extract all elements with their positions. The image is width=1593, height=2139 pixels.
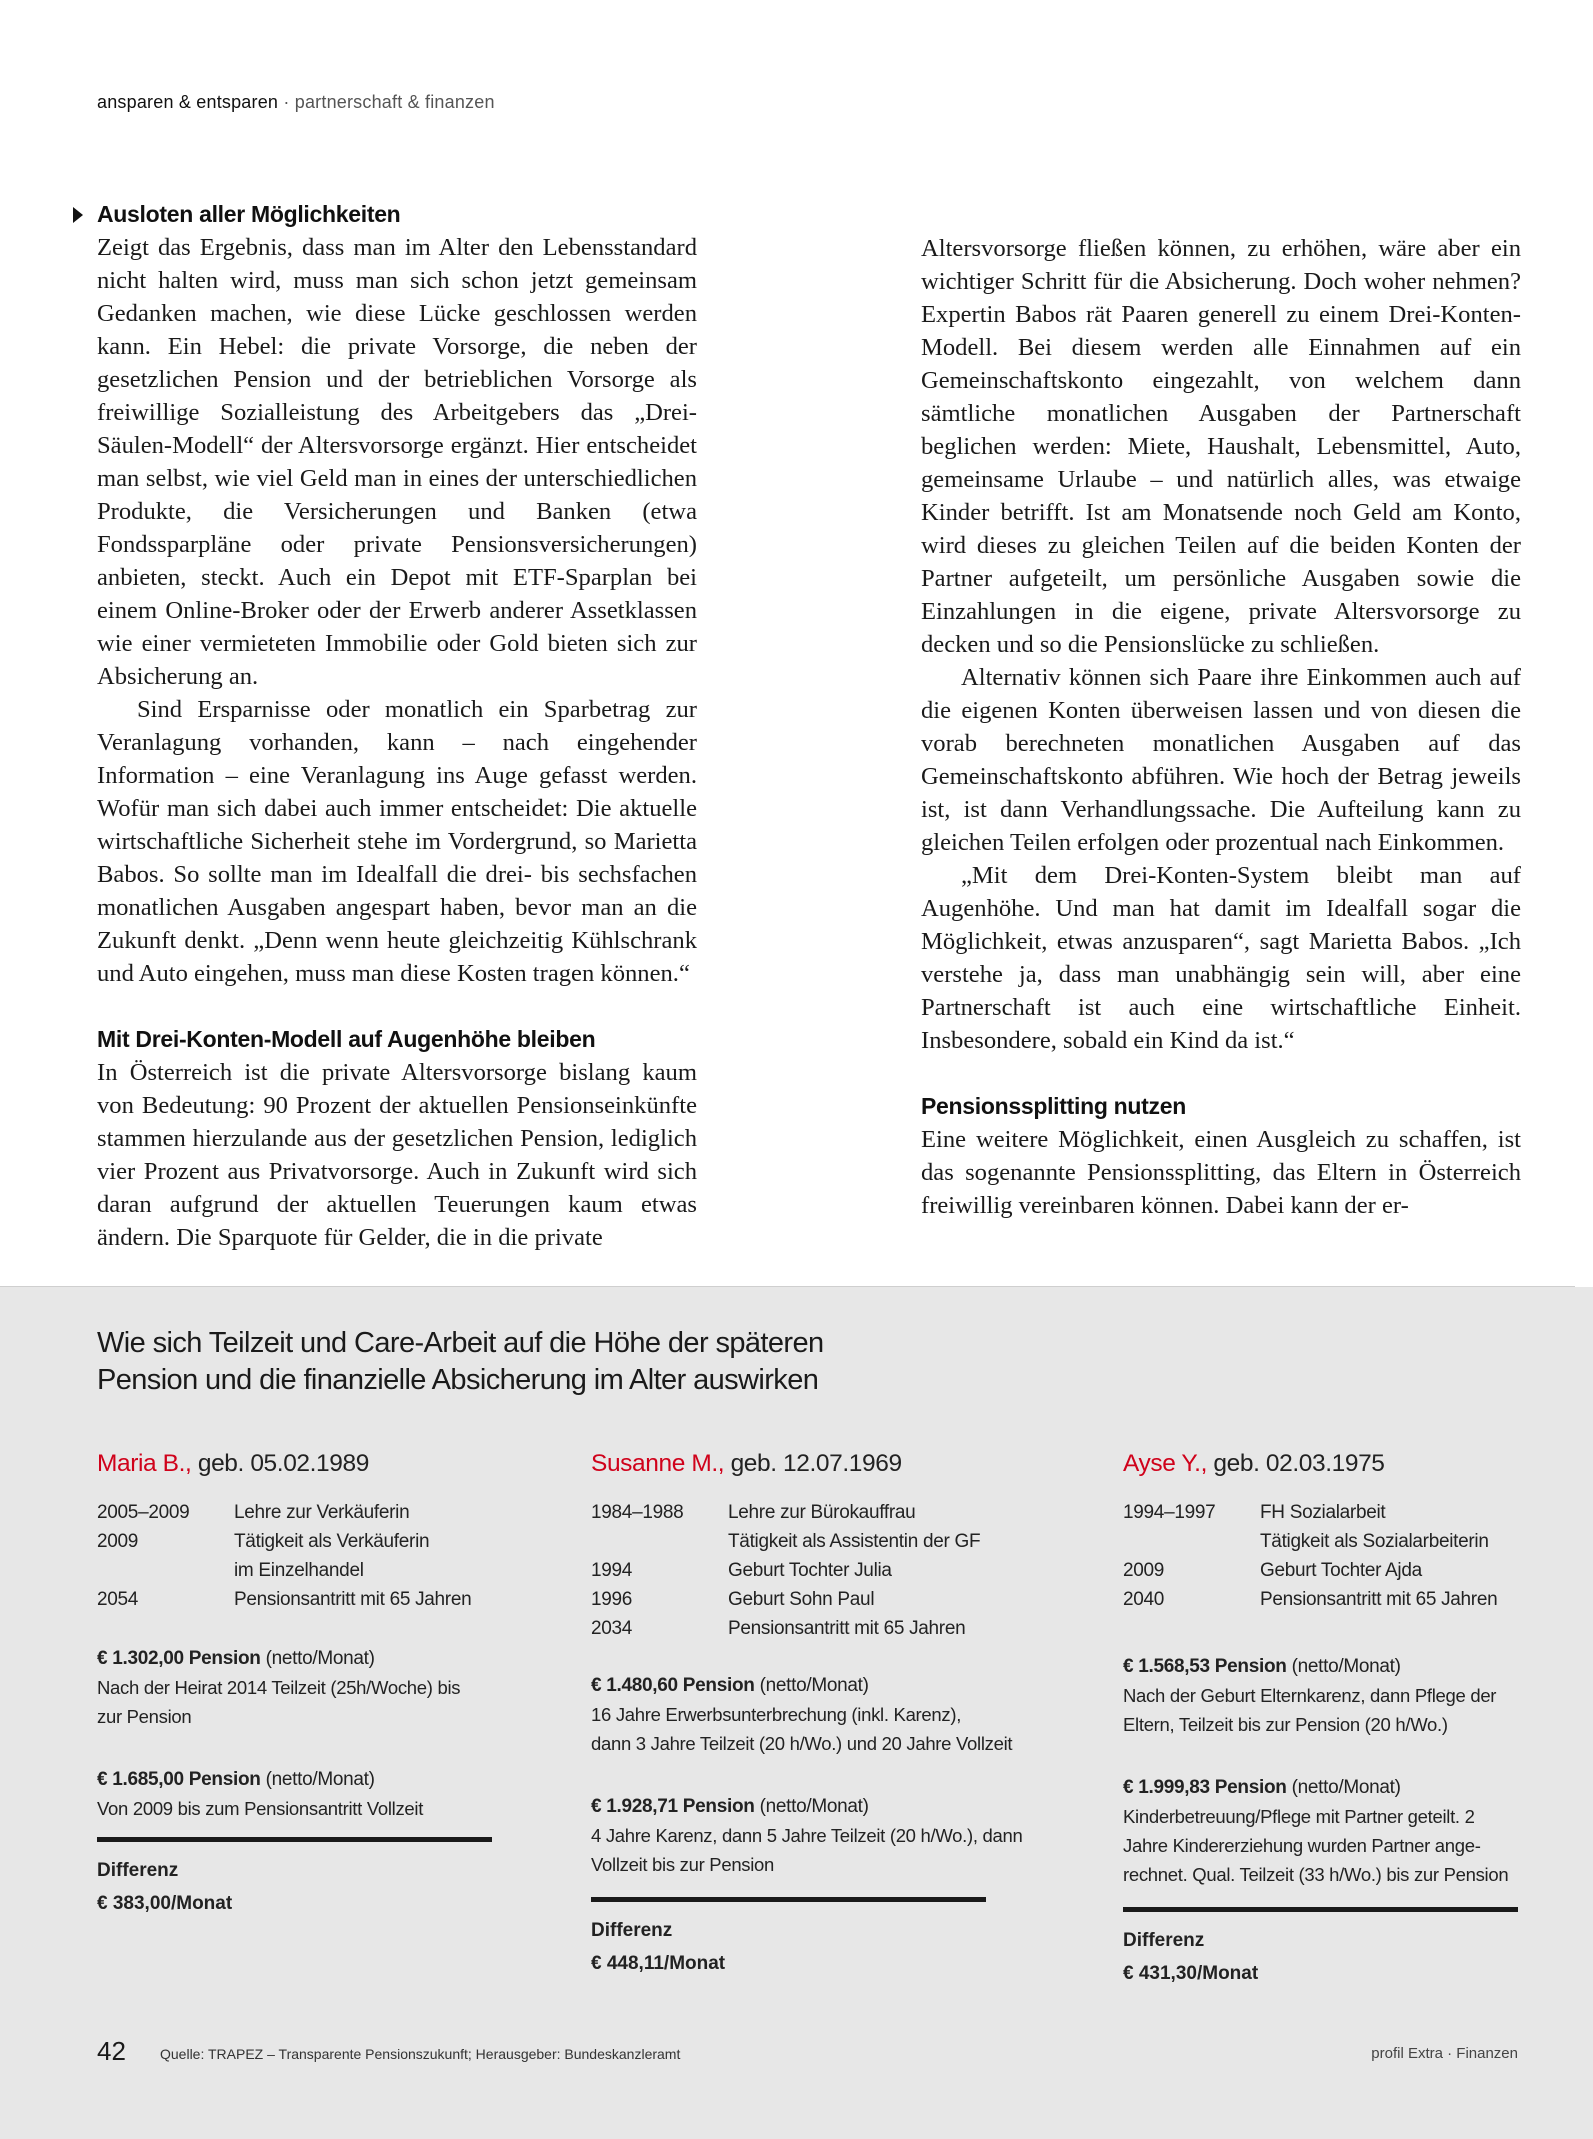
timeline-row xyxy=(97,1585,492,1614)
pension-amount: € 1.302,00 Pension xyxy=(97,1648,261,1669)
pension-amount: € 1.928,71 Pension xyxy=(591,1796,755,1817)
person-birthdate: geb. 02.03.1975 xyxy=(1207,1450,1385,1477)
pension-amount-scenario-2 xyxy=(591,1792,1031,1821)
publication-name: profil Extra · Finanzen xyxy=(1371,2045,1518,2062)
timeline-year: 2009 xyxy=(1123,1560,1165,1581)
pension-unit: (netto/Monat) xyxy=(754,1675,869,1696)
timeline-row xyxy=(591,1614,1031,1643)
page-number: 42 xyxy=(97,2036,126,2066)
timeline-year: 2009 xyxy=(97,1531,139,1552)
section-heading-possibilities xyxy=(97,198,697,231)
triangle-marker-icon xyxy=(73,207,83,223)
timeline-text-line: Tätigkeit als Sozialarbeiterin xyxy=(1260,1531,1489,1552)
scenario-description-line: rechnet. Qual. Teilzeit (33 h/Wo.) bis zur Pension xyxy=(1123,1864,1509,1885)
timeline-row xyxy=(1123,1498,1543,1556)
timeline-text: Pensionsantritt mit 65 Jahren xyxy=(234,1589,472,1610)
timeline-text-line: FH Sozialarbeit xyxy=(1260,1502,1386,1523)
timeline-row xyxy=(97,1498,492,1527)
scenario-description-line: 4 Jahre Karenz, dann 5 Jahre Teilzeit (20 h/Wo.), dann xyxy=(591,1825,1023,1846)
pension-amount: € 1.568,53 Pension xyxy=(1123,1656,1287,1677)
running-head-subsection: partnerschaft & finanzen xyxy=(294,92,495,112)
scenario-description-line: zur Pension xyxy=(97,1706,192,1727)
timeline-text: Lehre zur Verkäuferin xyxy=(234,1502,410,1523)
pension-unit: (netto/Monat) xyxy=(1286,1777,1401,1798)
scenario-description-line: Nach der Heirat 2014 Teilzeit (25h/Woche) bis xyxy=(97,1677,461,1698)
divider-bar xyxy=(1123,1907,1518,1912)
timeline-year: 1984–1988 xyxy=(591,1502,684,1523)
difference-value: € 383,00/Monat xyxy=(97,1893,233,1914)
timeline-row xyxy=(591,1498,1031,1556)
scenario-description xyxy=(1123,1681,1543,1739)
article-paragraph: Eine weitere Möglichkeit, einen Ausgleich zu schaffen, ist das sogenannte Pensionssplitting, das Eltern in Österreich freiwillig vereinbaren können. Dabei kann der er- xyxy=(921,1126,1521,1219)
scenario-description-line: dann 3 Jahre Teilzeit (20 h/Wo.) und 20 Jahre Vollzeit xyxy=(591,1733,1013,1754)
pension-unit: (netto/Monat) xyxy=(1286,1656,1401,1677)
infobox-title xyxy=(97,1325,1197,1399)
divider-bar xyxy=(591,1897,986,1902)
person-card-maria xyxy=(97,1448,492,1918)
scenario-description-line: Jahre Kindererziehung wurden Partner ange- xyxy=(1123,1835,1481,1856)
pension-amount-scenario-1 xyxy=(591,1671,1031,1700)
timeline-row xyxy=(97,1527,492,1585)
timeline-text xyxy=(1260,1498,1543,1556)
pension-amount: € 1.999,83 Pension xyxy=(1123,1777,1287,1798)
pension-unit: (netto/Monat) xyxy=(754,1796,869,1817)
article-column-right xyxy=(921,232,1521,1222)
timeline-row xyxy=(591,1585,1031,1614)
person-name-line xyxy=(591,1448,1031,1480)
timeline-text-line: Lehre zur Bürokauffrau xyxy=(728,1502,916,1523)
timeline-year: 2034 xyxy=(591,1618,633,1639)
article-paragraph: „Mit dem Drei-Konten-System bleibt man auf Augenhöhe. Und man hat damit im Idealfall sogar die Möglichkeit, etwas anzusparen“, sagt Marietta Babos. „Ich verstehe ja, dass man unabhängig sein will, aber eine Partnerschaft ist auch eine wirtschaftliche Einheit. Insbesondere, sobald ein Kind da ist.“ xyxy=(921,862,1521,1054)
pension-amount: € 1.480,60 Pension xyxy=(591,1675,755,1696)
running-head-separator: · xyxy=(278,92,295,112)
difference-value: € 431,30/Monat xyxy=(1123,1963,1259,1984)
timeline-year: 2054 xyxy=(97,1589,139,1610)
scenario-description xyxy=(97,1673,492,1731)
article-paragraph: Alternativ können sich Paare ihre Einkommen auch auf die eigenen Konten überweisen lassen und von diesen die vorab berechneten monatlichen Ausgaben auf das Gemeinschaftskonto abführen. Wie hoch der Betrag jeweils ist, ist dann Verhandlungssache. Die Aufteilung kann zu gleichen Teilen erfolgen oder prozentual nach Einkommen. xyxy=(921,664,1521,856)
scenario-description-line: Kinderbetreuung/Pflege mit Partner geteilt. 2 xyxy=(1123,1806,1475,1827)
scenario-description xyxy=(1123,1802,1543,1889)
timeline-year: 2040 xyxy=(1123,1589,1165,1610)
timeline-text: Geburt Tochter Ajda xyxy=(1260,1560,1422,1581)
timeline-text: Geburt Sohn Paul xyxy=(728,1589,875,1610)
person-name-line xyxy=(97,1448,492,1480)
scenario-description-line: Von 2009 bis zum Pensionsantritt Vollzeit xyxy=(97,1798,424,1819)
running-head xyxy=(97,92,495,113)
pension-unit: (netto/Monat) xyxy=(260,1648,375,1669)
scenario-description-line: Vollzeit bis zur Pension xyxy=(591,1854,775,1875)
person-name: Ayse Y., xyxy=(1123,1450,1207,1477)
article-paragraph: Sind Ersparnisse oder monatlich ein Sparbetrag zur Veranlagung vorhanden, kann – nach eingehender Information – eine Veranlagung ins Auge gefasst werden. Wofür man sich dabei auch immer entscheidet: Die aktuelle wirtschaftliche Sicherheit stehe im Vordergrund, so Marietta Babos. So sollte man im Idealfall die drei- bis sechsfachen monatlichen Ausgaben angespart haben, bevor man an die Zukunft denkt. „Denn wenn heute gleichzeitig Kühlschrank und Auto eingehen, muss man diese Kosten tragen können.“ xyxy=(97,696,697,987)
scenario-description-line: Nach der Geburt Elternkarenz, dann Pflege der xyxy=(1123,1685,1497,1706)
difference-label: Differenz xyxy=(97,1860,179,1881)
article-paragraph: Zeigt das Ergebnis, dass man im Alter den Lebensstandard nicht halten wird, muss man sich schon jetzt gemeinsam Gedanken machen, wie diese Lücke geschlossen werden kann. Ein Hebel: die private Vorsorge, die neben der gesetzlichen Pension und der betrieblichen Vorsorge als freiwillige Sozialleistung des Arbeitgebers das „Drei-Säulen-Modell“ der Altersvorsorge ergänzt. Hier entscheidet man selbst, wie viel Geld man in eines der unterschiedlichen Produkte, die Versicherungen und Banken (etwa Fondssparpläne oder private Pensionsversicherungen) anbieten, steckt. Auch ein Depot mit ETF-Sparplan bei einem Online-Broker oder der Erwerb anderer Assetklassen wie einer vermieteten Immobilie oder Gold bieten sich zur Absicherung an. xyxy=(97,234,697,690)
timeline-text-line: Tätigkeit als Assistentin der GF xyxy=(728,1531,981,1552)
timeline-text-line: Tätigkeit als Verkäuferin xyxy=(234,1531,430,1552)
pension-amount-scenario-2 xyxy=(1123,1773,1543,1802)
timeline-year: 1994 xyxy=(591,1560,633,1581)
timeline-text: Geburt Tochter Julia xyxy=(728,1560,892,1581)
infobox-title-line: Pension und die finanzielle Absicherung im Alter auswirken xyxy=(97,1364,819,1396)
person-name-line xyxy=(1123,1448,1543,1480)
timeline-row xyxy=(591,1556,1031,1585)
article-paragraph: In Österreich ist die private Altersvorsorge bislang kaum von Bedeutung: 90 Prozent der aktuellen Pensionseinkünfte stammen hierzulande aus der gesetzlichen Pension, lediglich vier Prozent aus Privatvorsorge. Auch in Zukunft wird sich daran aufgrund der aktuellen Teuerungen kaum etwas ändern. Die Sparquote für Gelder, die in die private xyxy=(97,1059,697,1251)
section-heading-text: Ausloten aller Möglichkeiten xyxy=(97,201,401,227)
scenario-description-line: 16 Jahre Erwerbsunterbrechung (inkl. Karenz), xyxy=(591,1704,962,1725)
pension-amount-scenario-1 xyxy=(97,1644,492,1673)
running-head-section: ansparen & entsparen xyxy=(97,92,279,112)
timeline-row xyxy=(1123,1585,1543,1614)
article-column-left xyxy=(97,198,697,1254)
timeline-year: 1994–1997 xyxy=(1123,1502,1216,1523)
divider-bar xyxy=(97,1837,492,1842)
person-card-ayse xyxy=(1123,1448,1543,1988)
timeline-year: 2005–2009 xyxy=(97,1502,190,1523)
article-paragraph: Altersvorsorge fließen können, zu erhöhen, wäre aber ein wichtiger Schritt für die Absicherung. Doch woher nehmen? Expertin Babos rät Paaren generell zu einem Drei-Konten-Modell. Bei diesem werden alle Einnahmen auf ein Gemeinschaftskonto eingezahlt, von welchem dann sämtliche monatlichen Ausgaben der Partnerschaft beglichen werden: Miete, Haushalt, Lebensmittel, Auto, gemeinsame Urlaube – und natürlich alles, was etwaige Kinder betrifft. Ist am Monatsende noch Geld am Konto, wird dieses zu gleichen Teilen auf die beiden Konten der Partner aufgeteilt, um persönliche Ausgaben sowie die Einzahlungen in die eigene, private Altersvorsorge zu decken und so die Pensionslücke zu schließen. xyxy=(921,235,1521,658)
person-name: Susanne M., xyxy=(591,1450,725,1477)
timeline-text xyxy=(234,1527,492,1585)
infobox-title-line: Wie sich Teilzeit und Care-Arbeit auf die Höhe der späteren xyxy=(97,1327,824,1359)
scenario-description xyxy=(591,1700,1031,1758)
section-heading-three-accounts: Mit Drei-Konten-Modell auf Augenhöhe bleiben xyxy=(97,1026,596,1052)
timeline-text: Pensionsantritt mit 65 Jahren xyxy=(728,1618,966,1639)
pension-amount: € 1.685,00 Pension xyxy=(97,1769,261,1790)
person-birthdate: geb. 12.07.1969 xyxy=(724,1450,902,1477)
person-birthdate: geb. 05.02.1989 xyxy=(191,1450,369,1477)
scenario-description-line: Eltern, Teilzeit bis zur Pension (20 h/Wo.) xyxy=(1123,1714,1448,1735)
scenario-description xyxy=(591,1821,1031,1879)
timeline-text: Pensionsantritt mit 65 Jahren xyxy=(1260,1589,1498,1610)
source-note: Quelle: TRAPEZ – Transparente Pensionszukunft; Herausgeber: Bundeskanzleramt xyxy=(160,2046,681,2062)
section-heading-pension-splitting: Pensionssplitting nutzen xyxy=(921,1093,1186,1119)
difference-label: Differenz xyxy=(591,1920,673,1941)
timeline-row xyxy=(1123,1556,1543,1585)
pension-amount-scenario-1 xyxy=(1123,1652,1543,1681)
timeline-text xyxy=(728,1498,1031,1556)
difference-label: Differenz xyxy=(1123,1930,1205,1951)
pension-amount-scenario-2 xyxy=(97,1765,492,1794)
timeline-year: 1996 xyxy=(591,1589,633,1610)
person-card-susanne xyxy=(591,1448,1031,1978)
person-name: Maria B., xyxy=(97,1450,192,1477)
pension-unit: (netto/Monat) xyxy=(260,1769,375,1790)
difference-value: € 448,11/Monat xyxy=(591,1953,726,1974)
scenario-description xyxy=(97,1794,492,1823)
timeline-text-line: im Einzelhandel xyxy=(234,1560,364,1581)
